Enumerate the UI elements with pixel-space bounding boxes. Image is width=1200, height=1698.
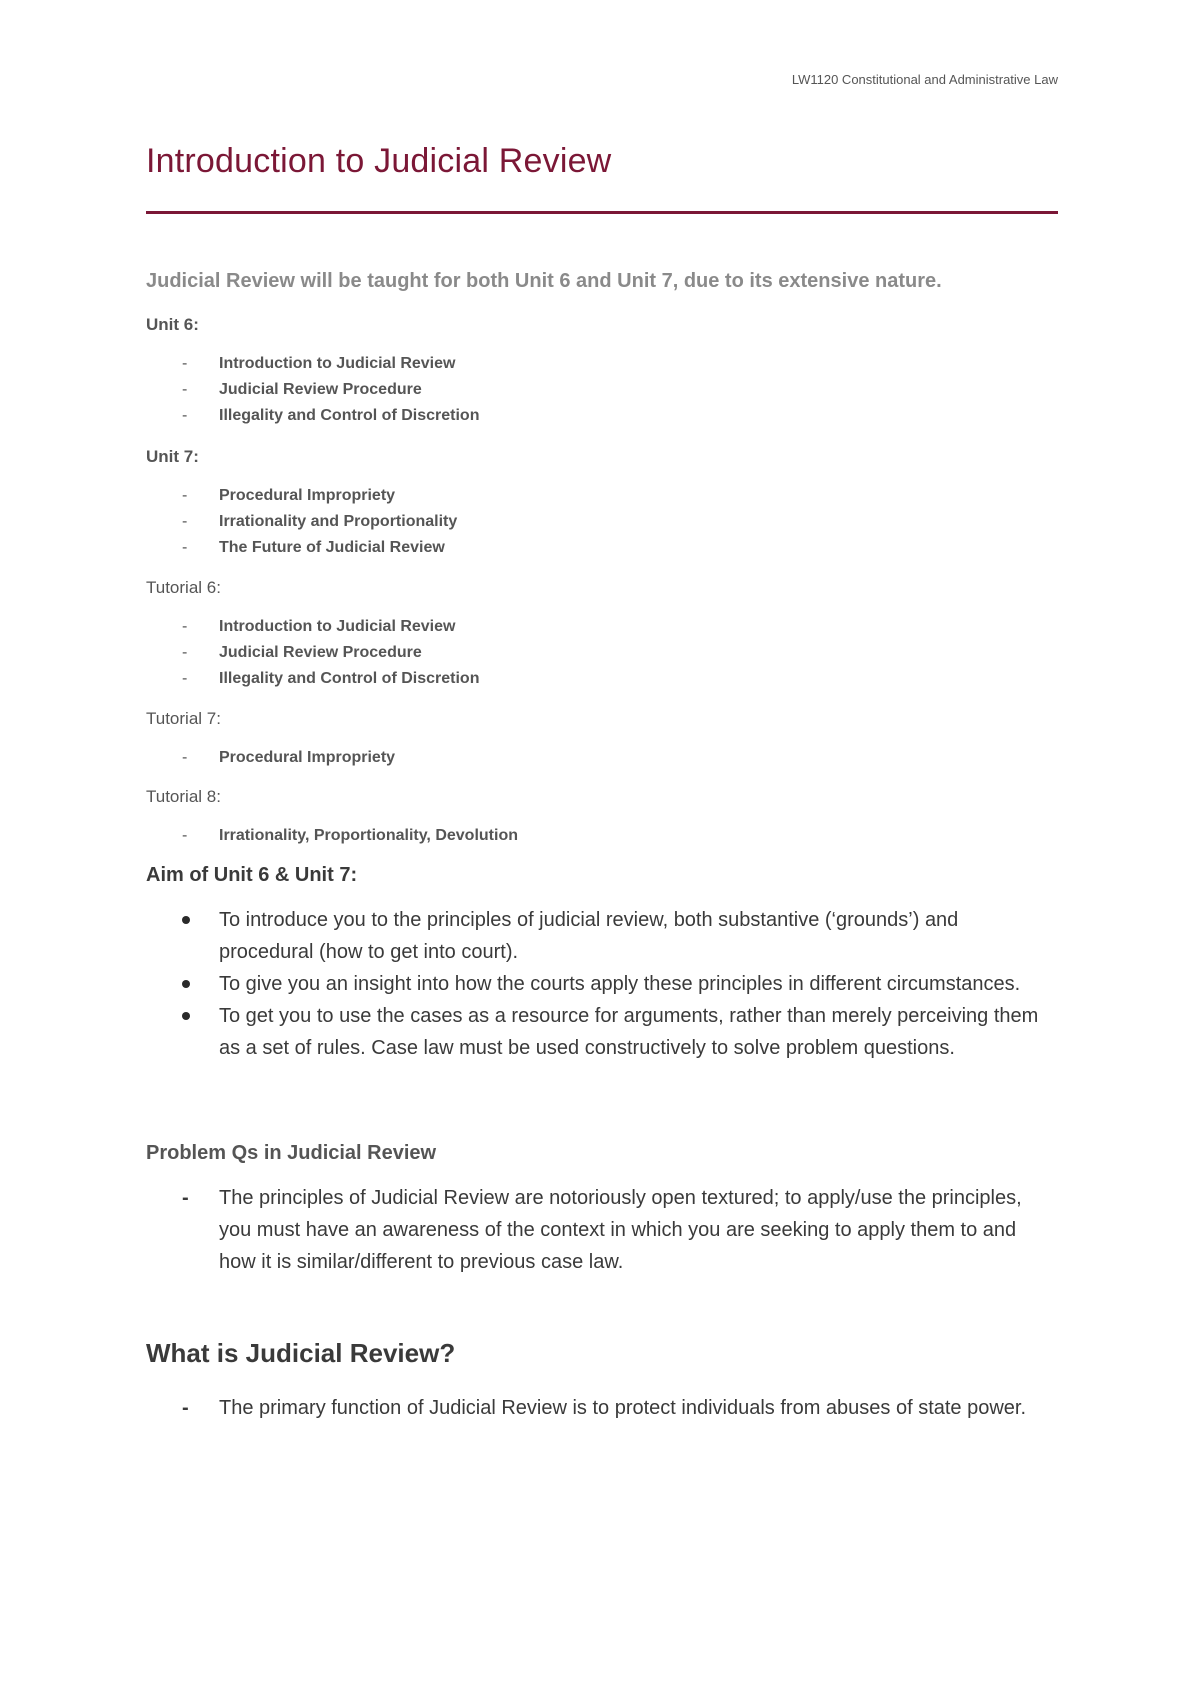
list-item: - Irrationality, Proportionality, Devolution: [146, 823, 518, 849]
problem-heading: Problem Qs in Judicial Review: [146, 1142, 437, 1164]
list-item: - Introduction to Judicial Review: [146, 351, 479, 377]
unit-7-label: Unit 7:: [146, 447, 199, 466]
dash-marker: -: [182, 1397, 189, 1419]
aim-heading: Aim of Unit 6 & Unit 7:: [146, 864, 358, 886]
unit-6-label: Unit 6:: [146, 315, 199, 334]
dash-marker: -: [182, 670, 188, 687]
tutorial-7-label: Tutorial 7:: [146, 709, 221, 728]
list-item: - The Future of Judicial Review: [146, 535, 457, 561]
what-heading: What is Judicial Review?: [146, 1338, 456, 1368]
dash-marker: -: [182, 513, 188, 530]
dash-marker: -: [182, 407, 188, 424]
what-list: [146, 1392, 1058, 1424]
dash-marker: -: [182, 539, 188, 556]
dash-marker: -: [182, 644, 188, 661]
list-item: To get you to use the cases as a resource for arguments, rather than merely perceiving them as a set of rules. Case law must be used constructively to solve problem questions.: [146, 1000, 1058, 1064]
list-item: - The principles of Judicial Review are notoriously open textured; to apply/use the principles, you must have an awareness of the context in which you are seeking to apply them to and how it is similar/different to previous case law.: [146, 1182, 1058, 1278]
unit-6-list: [146, 351, 479, 429]
dash-marker: -: [182, 827, 188, 844]
aim-list: [146, 904, 1058, 1064]
title-divider: [146, 211, 1058, 214]
list-item: To introduce you to the principles of judicial review, both substantive (‘grounds’) and procedural (how to get into court).: [146, 904, 1058, 968]
list-item: To give you an insight into how the courts apply these principles in different circumstances.: [146, 968, 1058, 1000]
list-item: - The primary function of Judicial Review is to protect individuals from abuses of state power.: [146, 1392, 1058, 1424]
list-item: - Procedural Impropriety: [146, 745, 395, 771]
list-item: - Judicial Review Procedure: [146, 377, 479, 403]
dash-marker: -: [182, 749, 188, 766]
bullet-marker: [182, 916, 190, 924]
dash-marker: -: [182, 618, 188, 635]
list-item: - Introduction to Judicial Review: [146, 614, 479, 640]
dash-marker: -: [182, 487, 188, 504]
list-item: - Judicial Review Procedure: [146, 640, 479, 666]
unit-7-list: [146, 483, 457, 561]
list-item: - Procedural Impropriety: [146, 483, 457, 509]
problem-list: [146, 1182, 1058, 1278]
tutorial-8-label: Tutorial 8:: [146, 787, 221, 806]
dash-marker: -: [182, 355, 188, 372]
tutorial-8-list: [146, 823, 518, 849]
running-header: LW1120 Constitutional and Administrative Law: [791, 72, 1058, 87]
list-item: - Irrationality and Proportionality: [146, 509, 457, 535]
dash-marker: -: [182, 1187, 189, 1209]
list-item: - Illegality and Control of Discretion: [146, 666, 479, 692]
bullet-marker: [182, 980, 190, 988]
bullet-marker: [182, 1012, 190, 1020]
tutorial-6-list: [146, 614, 479, 692]
intro-text: Judicial Review will be taught for both Unit 6 and Unit 7, due to its extensive nature.: [146, 270, 942, 292]
tutorial-7-list: [146, 745, 395, 771]
tutorial-6-label: Tutorial 6:: [146, 578, 221, 597]
list-item: - Illegality and Control of Discretion: [146, 403, 479, 429]
page-title: Introduction to Judicial Review: [146, 142, 612, 180]
dash-marker: -: [182, 381, 188, 398]
